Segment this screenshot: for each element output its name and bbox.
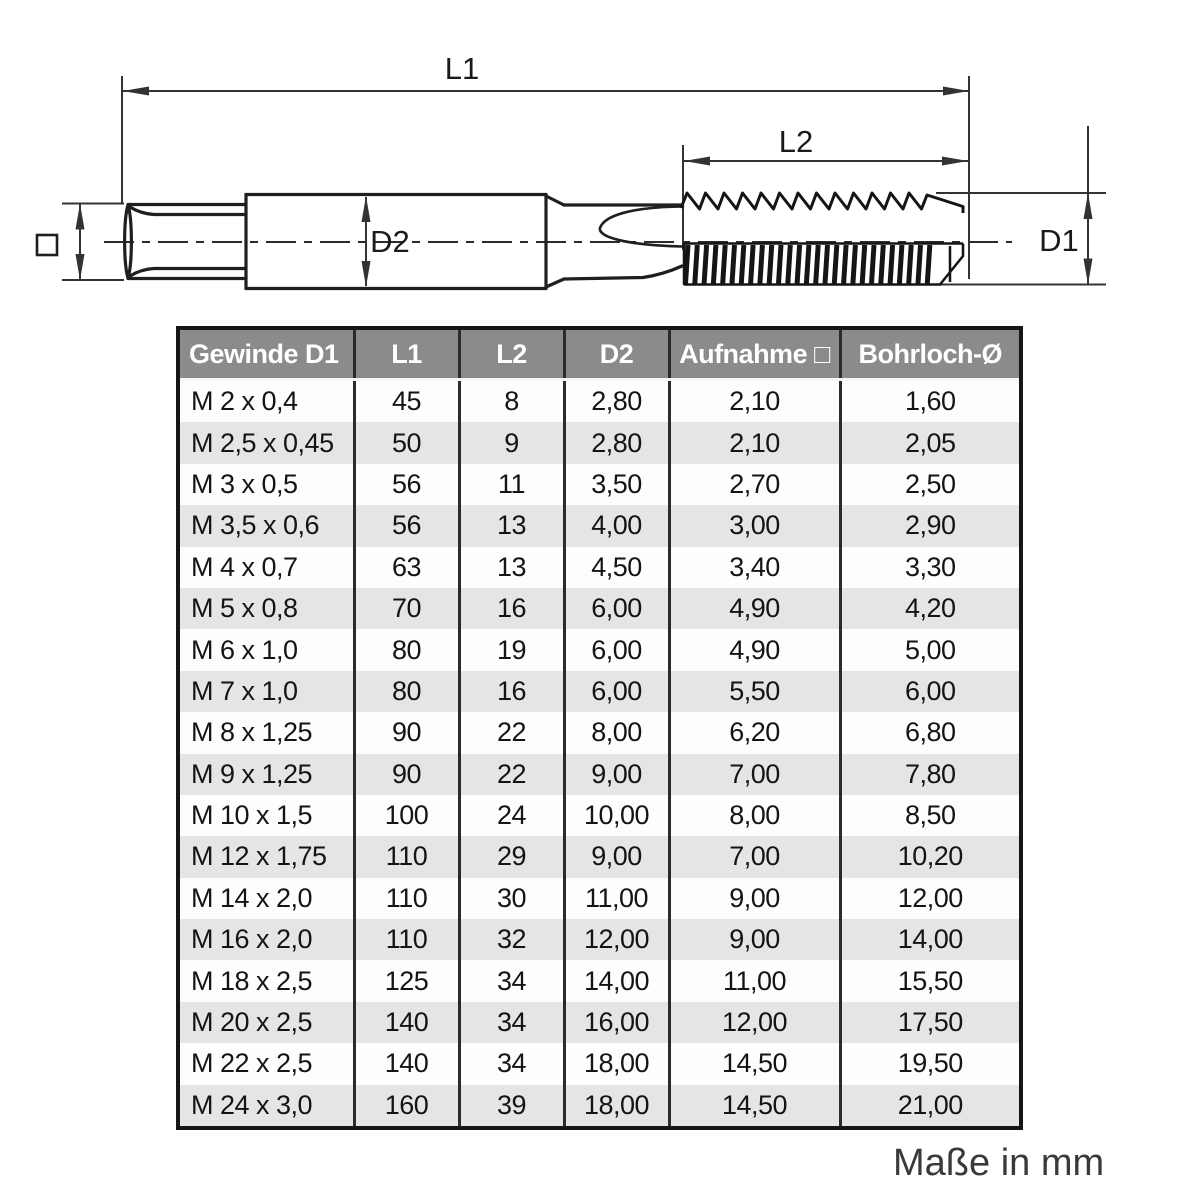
cell: 2,05 — [840, 422, 1021, 463]
cell: 3,30 — [840, 547, 1021, 588]
taper-top — [546, 196, 564, 205]
cell: 4,90 — [669, 588, 840, 629]
table-row — [178, 878, 1021, 919]
cell: 4,20 — [840, 588, 1021, 629]
cell: 16,00 — [564, 1002, 669, 1043]
col-header-gewinde-d1: Gewinde D1 — [178, 328, 354, 380]
col-header-l2: L2 — [459, 328, 564, 380]
col-header-l1: L1 — [354, 328, 459, 380]
cell: 14,50 — [669, 1043, 840, 1084]
thread-profile-bottom — [684, 243, 963, 285]
cell: 30 — [459, 878, 564, 919]
cell: 63 — [354, 547, 459, 588]
cell: 14,00 — [564, 960, 669, 1001]
table-row — [178, 422, 1021, 463]
cell: M 24 x 3,0 — [178, 1085, 354, 1128]
cell: 22 — [459, 754, 564, 795]
cell: 2,80 — [564, 422, 669, 463]
cell: 100 — [354, 795, 459, 836]
cell: M 7 x 1,0 — [178, 671, 354, 712]
cell: 6,00 — [840, 671, 1021, 712]
cell: 6,20 — [669, 712, 840, 753]
cell: 11,00 — [669, 960, 840, 1001]
cell: 12,00 — [840, 878, 1021, 919]
l1-label: L1 — [444, 51, 480, 86]
cell: 34 — [459, 960, 564, 1001]
cell: 17,50 — [840, 1002, 1021, 1043]
cell: 80 — [354, 629, 459, 670]
cell: M 14 x 2,0 — [178, 878, 354, 919]
table-row — [178, 836, 1021, 877]
cell: M 3,5 x 0,6 — [178, 505, 354, 546]
cell: 56 — [354, 464, 459, 505]
cell: 11 — [459, 464, 564, 505]
cell: 5,50 — [669, 671, 840, 712]
cell: 9 — [459, 422, 564, 463]
table-row — [178, 1085, 1021, 1128]
cell: 2,10 — [669, 380, 840, 423]
cell: 6,80 — [840, 712, 1021, 753]
cell: 8,00 — [564, 712, 669, 753]
cell: 56 — [354, 505, 459, 546]
square-inner-top-edge — [130, 207, 246, 215]
cell: 110 — [354, 919, 459, 960]
cell: 90 — [354, 712, 459, 753]
table-row — [178, 795, 1021, 836]
table-row — [178, 960, 1021, 1001]
cell: 12,00 — [669, 1002, 840, 1043]
cell: 19,50 — [840, 1043, 1021, 1084]
cell: 4,90 — [669, 629, 840, 670]
cell: 110 — [354, 878, 459, 919]
cell: 9,00 — [564, 836, 669, 877]
cell: 21,00 — [840, 1085, 1021, 1128]
cell: M 4 x 0,7 — [178, 547, 354, 588]
cell: 2,70 — [669, 464, 840, 505]
table-row — [178, 629, 1021, 670]
d1-arrow-up-icon — [1084, 193, 1093, 219]
table-row — [178, 671, 1021, 712]
cell: M 16 x 2,0 — [178, 919, 354, 960]
cell: 7,00 — [669, 836, 840, 877]
cell: 140 — [354, 1043, 459, 1084]
square-inner-bottom-edge — [130, 269, 246, 277]
cell: M 6 x 1,0 — [178, 629, 354, 670]
l1-arrow-left-icon — [123, 87, 149, 96]
thread-profile-top — [681, 193, 963, 213]
table-row — [178, 919, 1021, 960]
table-row — [178, 380, 1021, 423]
d1-label: D1 — [1039, 223, 1079, 258]
cell: 15,50 — [840, 960, 1021, 1001]
cell: M 3 x 0,5 — [178, 464, 354, 505]
header-row — [178, 328, 1021, 380]
l2-arrow-left-icon — [684, 157, 710, 166]
cell: 3,00 — [669, 505, 840, 546]
cell: 9,00 — [564, 754, 669, 795]
cell: M 2,5 x 0,45 — [178, 422, 354, 463]
cell: 32 — [459, 919, 564, 960]
cell: 18,00 — [564, 1085, 669, 1128]
cell: 90 — [354, 754, 459, 795]
cell: 2,90 — [840, 505, 1021, 546]
spec-table — [176, 326, 1023, 1130]
d2-arrow-up-icon — [362, 196, 371, 222]
cell: M 18 x 2,5 — [178, 960, 354, 1001]
cell: 70 — [354, 588, 459, 629]
l2-label: L2 — [778, 124, 814, 159]
cell: 6,00 — [564, 588, 669, 629]
cell: 45 — [354, 380, 459, 423]
dimension-l2 — [683, 124, 968, 250]
cell: 10,20 — [840, 836, 1021, 877]
table-row — [178, 505, 1021, 546]
table-row — [178, 588, 1021, 629]
col-header-aufnahme: Aufnahme □ — [669, 328, 840, 380]
cell: M 22 x 2,5 — [178, 1043, 354, 1084]
cell: 24 — [459, 795, 564, 836]
cell: 7,00 — [669, 754, 840, 795]
cell: 80 — [354, 671, 459, 712]
square-arrow-up-icon — [76, 204, 85, 230]
cell: M 20 x 2,5 — [178, 1002, 354, 1043]
cell: 5,00 — [840, 629, 1021, 670]
cell: 140 — [354, 1002, 459, 1043]
units-caption: Maße in mm — [893, 1142, 1105, 1184]
cell: 4,00 — [564, 505, 669, 546]
cell: 16 — [459, 588, 564, 629]
cell: 8 — [459, 380, 564, 423]
cell: 39 — [459, 1085, 564, 1128]
cell: 6,00 — [564, 671, 669, 712]
cell: 29 — [459, 836, 564, 877]
cell: 22 — [459, 712, 564, 753]
l1-arrow-right-icon — [943, 87, 969, 96]
square-arrow-down-icon — [76, 254, 85, 280]
d2-arrow-down-icon — [362, 261, 371, 287]
cell: 19 — [459, 629, 564, 670]
tap-technical-drawing — [0, 0, 1200, 322]
cell: 34 — [459, 1043, 564, 1084]
cell: 125 — [354, 960, 459, 1001]
d1-arrow-down-icon — [1084, 259, 1093, 285]
cell: 11,00 — [564, 878, 669, 919]
cell: 3,50 — [564, 464, 669, 505]
cell: 10,00 — [564, 795, 669, 836]
cell: 34 — [459, 1002, 564, 1043]
neck-bottom-edge — [564, 266, 682, 279]
cell: M 10 x 1,5 — [178, 795, 354, 836]
cell: M 5 x 0,8 — [178, 588, 354, 629]
cell: 2,50 — [840, 464, 1021, 505]
d2-label: D2 — [370, 224, 410, 259]
cell: 14,00 — [840, 919, 1021, 960]
cell: 8,00 — [669, 795, 840, 836]
cell: 12,00 — [564, 919, 669, 960]
table-row — [178, 754, 1021, 795]
table-row — [178, 1002, 1021, 1043]
l2-arrow-right-icon — [942, 157, 968, 166]
flute-curve — [600, 207, 683, 247]
cell: 2,10 — [669, 422, 840, 463]
cell: M 2 x 0,4 — [178, 380, 354, 423]
cell: 2,80 — [564, 380, 669, 423]
cell: 7,80 — [840, 754, 1021, 795]
dimension-d2 — [362, 196, 410, 287]
cell: 18,00 — [564, 1043, 669, 1084]
cell: 9,00 — [669, 919, 840, 960]
cell: 50 — [354, 422, 459, 463]
table-row — [178, 547, 1021, 588]
cell: M 8 x 1,25 — [178, 712, 354, 753]
taper-bottom — [546, 279, 564, 287]
cell: 13 — [459, 547, 564, 588]
cell: 3,40 — [669, 547, 840, 588]
cell: M 12 x 1,75 — [178, 836, 354, 877]
cell: 160 — [354, 1085, 459, 1128]
col-header-bohrloch: Bohrloch-Ø — [840, 328, 1021, 380]
cell: M 9 x 1,25 — [178, 754, 354, 795]
cell: 9,00 — [669, 878, 840, 919]
square-drive-icon — [37, 235, 57, 255]
cell: 8,50 — [840, 795, 1021, 836]
col-header-d2: D2 — [564, 328, 669, 380]
cell: 6,00 — [564, 629, 669, 670]
thread-stripes — [686, 245, 930, 284]
cell: 4,50 — [564, 547, 669, 588]
thread-zigzag — [681, 193, 963, 213]
table-row — [178, 712, 1021, 753]
cell: 110 — [354, 836, 459, 877]
table-row — [178, 1043, 1021, 1084]
cell: 1,60 — [840, 380, 1021, 423]
cell: 13 — [459, 505, 564, 546]
cell: 14,50 — [669, 1085, 840, 1128]
cell: 16 — [459, 671, 564, 712]
table-row — [178, 464, 1021, 505]
